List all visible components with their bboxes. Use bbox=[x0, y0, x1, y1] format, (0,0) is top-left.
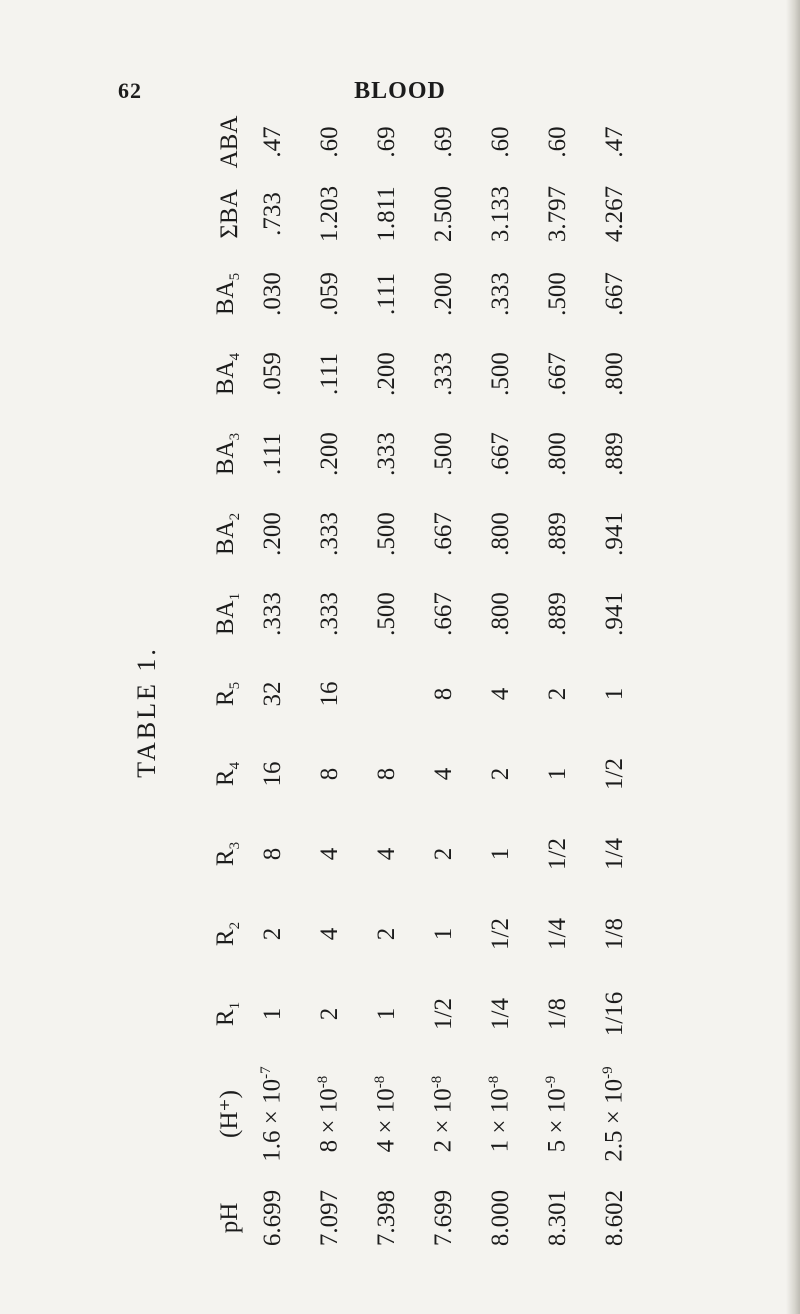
table-cell-r2: 2 bbox=[258, 927, 286, 941]
table-cell-aba: .60 bbox=[486, 126, 514, 158]
column-header bbox=[194, 494, 244, 574]
table-cell-ba3: .667 bbox=[486, 432, 514, 476]
column-header-label: BA bbox=[212, 520, 239, 556]
table-cell-ba4: .500 bbox=[486, 352, 514, 396]
table-cell-h bbox=[472, 1054, 529, 1174]
column-header bbox=[194, 814, 244, 894]
column-header-label: BA bbox=[212, 280, 239, 316]
table-cell-sba: 3.133 bbox=[486, 185, 514, 243]
hydrogen-coefficient: 1.6 × 10 bbox=[258, 1078, 286, 1162]
table-cell-aba: .69 bbox=[429, 126, 457, 158]
table-cell-h bbox=[415, 1054, 472, 1174]
table-cell-ba2: .500 bbox=[372, 512, 400, 556]
table-cell-ba2: .941 bbox=[600, 512, 628, 556]
table-cell-ba1: .333 bbox=[258, 592, 286, 636]
column-header bbox=[194, 174, 244, 254]
table-cell-ba2: .889 bbox=[543, 512, 571, 556]
table-cell-ph: 8.000 bbox=[486, 1189, 514, 1247]
column-header-label: BA bbox=[212, 440, 239, 476]
table-cell-sba: 2.500 bbox=[429, 185, 457, 243]
column-header bbox=[194, 110, 244, 174]
table-cell-r1: 2 bbox=[315, 1007, 343, 1021]
table-cell-r4: 1/2 bbox=[600, 758, 628, 790]
table-cell-h bbox=[358, 1054, 415, 1174]
table-cell-r4: 16 bbox=[258, 761, 286, 787]
table-cell-ba4: .111 bbox=[315, 353, 343, 395]
table-cell-ph: 8.301 bbox=[543, 1189, 571, 1247]
table-cell-ba5: .059 bbox=[315, 272, 343, 316]
table-cell-aba: .47 bbox=[258, 126, 286, 158]
table-cell-ba1: .941 bbox=[600, 592, 628, 636]
table-cell-r3: 4 bbox=[372, 847, 400, 861]
column-header-subscript: 2 bbox=[227, 921, 243, 930]
table-cell-sba: 1.811 bbox=[372, 186, 400, 242]
hydrogen-exponent: -8 bbox=[486, 1075, 503, 1089]
table-cell-h bbox=[244, 1054, 301, 1174]
table-cell-ba4: .800 bbox=[600, 352, 628, 396]
table-cell-r4: 2 bbox=[486, 767, 514, 781]
column-header-subscript: 3 bbox=[227, 841, 243, 850]
table-cell-ba1: .333 bbox=[315, 592, 343, 636]
hydrogen-exponent: -7 bbox=[258, 1066, 275, 1079]
table-cell-r2: 1/8 bbox=[600, 918, 628, 950]
table-cell-ph: 7.699 bbox=[429, 1189, 457, 1247]
column-header-label: R bbox=[212, 689, 239, 707]
table-row bbox=[529, 110, 586, 1262]
table-cell-r2: 1/2 bbox=[486, 918, 514, 950]
table-cell-r3: 1/2 bbox=[543, 838, 571, 870]
table-cell-r4: 1 bbox=[543, 767, 571, 781]
column-header-label: (H⁺) bbox=[216, 1090, 243, 1138]
table-cell-sba: 3.797 bbox=[543, 185, 571, 243]
table-cell-r5: 32 bbox=[258, 681, 286, 707]
table-cell-ba3: .200 bbox=[315, 432, 343, 476]
data-table bbox=[194, 110, 643, 1262]
page-number: 62 bbox=[118, 78, 142, 103]
column-header-label: pH bbox=[216, 1202, 243, 1234]
hydrogen-coefficient: 4 × 10 bbox=[372, 1088, 400, 1153]
table-cell-ba2: .667 bbox=[429, 512, 457, 556]
table-header-row bbox=[194, 110, 244, 1262]
column-header bbox=[194, 974, 244, 1054]
table-cell-ba2: .200 bbox=[258, 512, 286, 556]
table-cell-ba3: .111 bbox=[258, 433, 286, 475]
hydrogen-coefficient: 2 × 10 bbox=[429, 1088, 457, 1153]
table-cell-r1: 1 bbox=[372, 1007, 400, 1021]
table-cell-ph: 7.398 bbox=[372, 1189, 400, 1247]
column-header bbox=[194, 1054, 244, 1174]
table-cell-ph: 7.097 bbox=[315, 1189, 343, 1247]
column-header-label: BA bbox=[212, 600, 239, 636]
table-cell-aba: .69 bbox=[372, 126, 400, 158]
table-row bbox=[586, 110, 643, 1262]
running-head: BLOOD bbox=[354, 78, 446, 104]
hydrogen-coefficient: 1 × 10 bbox=[486, 1088, 514, 1153]
table-cell-r4: 8 bbox=[315, 767, 343, 781]
hydrogen-exponent: -8 bbox=[315, 1075, 332, 1089]
column-header-subscript: 1 bbox=[227, 592, 243, 601]
table-cell-r1: 1 bbox=[258, 1007, 286, 1021]
table-cell-r5 bbox=[358, 654, 415, 734]
table-cell-r5: 16 bbox=[315, 681, 343, 707]
table-cell-ba2: .333 bbox=[315, 512, 343, 556]
hydrogen-coefficient: 8 × 10 bbox=[315, 1088, 343, 1153]
table-cell-ba4: .667 bbox=[543, 352, 571, 396]
column-header-label: ΣBA bbox=[216, 189, 243, 239]
table-cell-aba: .47 bbox=[600, 126, 628, 158]
table-cell-ba4: .059 bbox=[258, 352, 286, 396]
table-cell-sba: 4.267 bbox=[600, 185, 628, 243]
table-cell-ba2: .800 bbox=[486, 512, 514, 556]
hydrogen-coefficient: 2.5 × 10 bbox=[600, 1078, 628, 1162]
column-header-subscript: 4 bbox=[227, 761, 243, 770]
column-header bbox=[194, 574, 244, 654]
column-header-label: R bbox=[212, 1009, 239, 1027]
table-cell-sba: 1.203 bbox=[315, 185, 343, 243]
column-header-label: R bbox=[212, 769, 239, 787]
column-header-subscript: 2 bbox=[227, 512, 243, 521]
table-cell-h bbox=[301, 1054, 358, 1174]
table-cell-ph: 8.602 bbox=[600, 1189, 628, 1247]
table-row bbox=[358, 110, 415, 1262]
table-cell-r5: 2 bbox=[543, 687, 571, 701]
column-header-label: R bbox=[212, 849, 239, 867]
table-cell-r2: 1 bbox=[429, 927, 457, 941]
table-cell-ba1: .800 bbox=[486, 592, 514, 636]
table-cell-ba5: .030 bbox=[258, 272, 286, 316]
page-edge-shadow bbox=[786, 0, 800, 1314]
column-header-label: R bbox=[212, 929, 239, 947]
table-cell-ph: 6.699 bbox=[258, 1189, 286, 1247]
hydrogen-exponent: -8 bbox=[429, 1075, 446, 1089]
table-cell-r1: 1/8 bbox=[543, 998, 571, 1030]
table-cell-ba3: .889 bbox=[600, 432, 628, 476]
hydrogen-exponent: -9 bbox=[543, 1075, 560, 1089]
table-cell-ba3: .333 bbox=[372, 432, 400, 476]
table-row bbox=[472, 110, 529, 1262]
table-body bbox=[244, 110, 643, 1262]
column-header bbox=[194, 654, 244, 734]
column-header-label: ABA bbox=[216, 115, 243, 169]
table-cell-r5: 1 bbox=[600, 687, 628, 701]
table-row bbox=[301, 110, 358, 1262]
column-header bbox=[194, 894, 244, 974]
table-cell-r4: 4 bbox=[429, 767, 457, 781]
hydrogen-coefficient: 5 × 10 bbox=[543, 1088, 571, 1153]
table-cell-ba1: .500 bbox=[372, 592, 400, 636]
column-header-subscript: 5 bbox=[227, 681, 243, 690]
table-cell-aba: .60 bbox=[315, 126, 343, 158]
table-cell-ba1: .667 bbox=[429, 592, 457, 636]
table-cell-ba5: .667 bbox=[600, 272, 628, 316]
table-cell-ba5: .111 bbox=[372, 273, 400, 315]
column-header-subscript: 3 bbox=[227, 432, 243, 441]
table-cell-aba: .60 bbox=[543, 126, 571, 158]
table-cell-ba3: .500 bbox=[429, 432, 457, 476]
table-cell-ba4: .333 bbox=[429, 352, 457, 396]
table-cell-ba1: .889 bbox=[543, 592, 571, 636]
table-cell-r1: 1/4 bbox=[486, 998, 514, 1030]
table-cell-ba5: .333 bbox=[486, 272, 514, 316]
table-cell-h bbox=[529, 1054, 586, 1174]
table-cell-r3: 1 bbox=[486, 847, 514, 861]
table-cell-r2: 4 bbox=[315, 927, 343, 941]
rotated-table-container bbox=[132, 115, 692, 1262]
column-header-subscript: 5 bbox=[227, 272, 243, 281]
table-cell-ba4: .200 bbox=[372, 352, 400, 396]
table-cell-r3: 8 bbox=[258, 847, 286, 861]
column-header bbox=[194, 254, 244, 334]
table-caption: TABLE 1. bbox=[132, 646, 161, 778]
table-row bbox=[415, 110, 472, 1262]
table-cell-r1: 1/2 bbox=[429, 998, 457, 1030]
table-cell-r4: 8 bbox=[372, 767, 400, 781]
table-cell-r2: 1/4 bbox=[543, 918, 571, 950]
column-header bbox=[194, 414, 244, 494]
column-header-subscript: 4 bbox=[227, 352, 243, 361]
table-cell-r1: 1/16 bbox=[600, 991, 628, 1037]
table-cell-ba5: .200 bbox=[429, 272, 457, 316]
table-cell-r5: 4 bbox=[486, 687, 514, 701]
table-cell-r3: 2 bbox=[429, 847, 457, 861]
table-cell-r5: 8 bbox=[429, 687, 457, 701]
column-header-subscript: 1 bbox=[227, 1001, 243, 1010]
hydrogen-exponent: -8 bbox=[372, 1075, 389, 1089]
table-cell-r3: 1/4 bbox=[600, 838, 628, 870]
table-cell-r2: 2 bbox=[372, 927, 400, 941]
table-cell-ba5: .500 bbox=[543, 272, 571, 316]
column-header bbox=[194, 734, 244, 814]
table-cell-h bbox=[586, 1054, 643, 1174]
table-cell-ba3: .800 bbox=[543, 432, 571, 476]
table-cell-sba: .733 bbox=[258, 192, 286, 236]
column-header-label: BA bbox=[212, 360, 239, 396]
table-row bbox=[244, 110, 301, 1262]
column-header bbox=[194, 1174, 244, 1262]
column-header bbox=[194, 334, 244, 414]
table-cell-r3: 4 bbox=[315, 847, 343, 861]
hydrogen-exponent: -9 bbox=[600, 1066, 617, 1079]
